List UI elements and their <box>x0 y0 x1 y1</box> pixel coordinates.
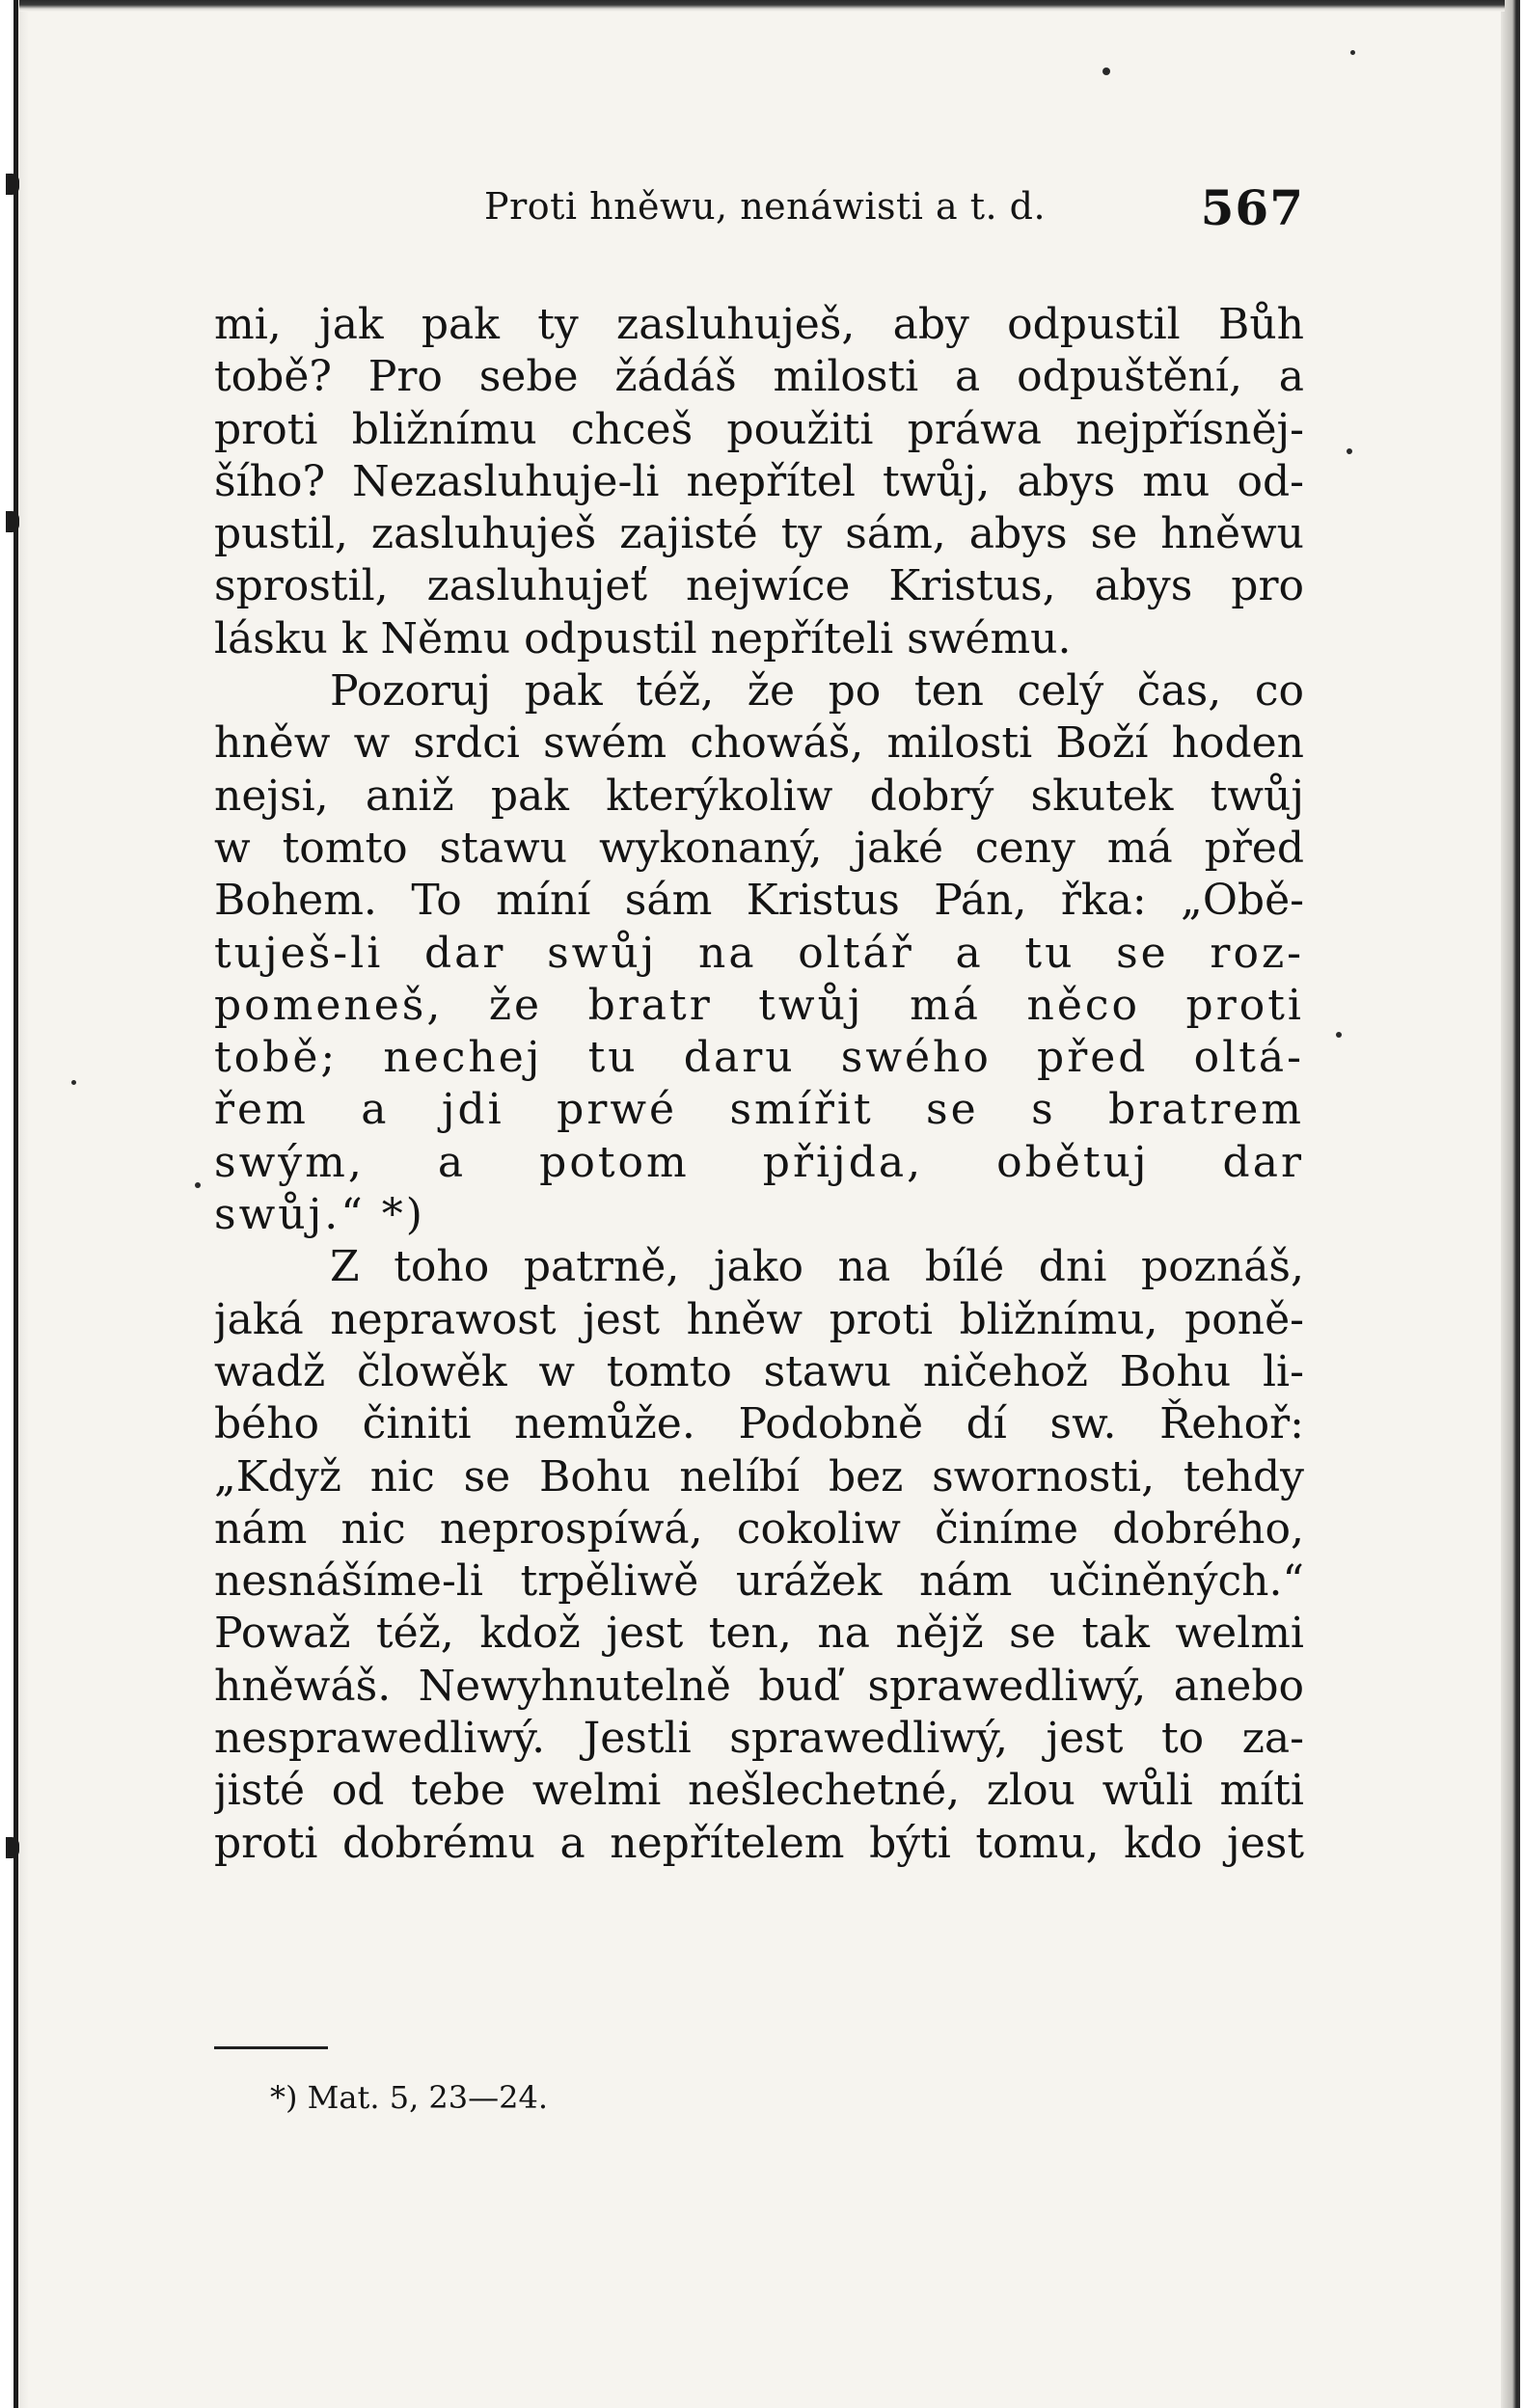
text-line: bého činiti nemůže. Podobně dí sw. Řehoř: <box>214 1399 1304 1449</box>
text-line: Z toho patrně, jako na bílé dni poznáš, <box>330 1242 1304 1292</box>
scan-speck <box>1336 1032 1342 1038</box>
scan-speck <box>195 1182 201 1188</box>
scan-speck <box>71 1080 76 1085</box>
text-line: řem a jdi prwé smířit se s bratrem <box>214 1085 1304 1135</box>
text-line: swým, a potom přijda, obětuj dar <box>214 1137 1304 1187</box>
scan-speck <box>1102 68 1110 75</box>
text-line: w tomto stawu wykonaný, jaké ceny má před <box>214 823 1304 873</box>
text-line: jaká neprawost jest hněw proti bližnímu, poně- <box>214 1294 1304 1344</box>
text-line: lásku k Němu odpustil nepříteli swému. <box>214 613 1072 663</box>
scan-left-edge <box>0 0 29 2408</box>
text-line: sprostil, zasluhujeť nejwíce Kristus, abys pro <box>214 561 1304 611</box>
binding-mark <box>6 1837 19 1858</box>
page-header <box>214 181 1304 249</box>
text-line: hněw w srdci swém chowáš, milosti Boží hoden <box>214 718 1304 769</box>
text-line: nesnášíme-li trpěliwě urážek nám učiněných.“ <box>214 1556 1304 1607</box>
text-line: Bohem. To míní sám Kristus Pán, řka: „Obě- <box>214 876 1304 926</box>
text-line: šího? Nezasluhuje-li nepřítel twůj, abys mu od- <box>214 456 1304 506</box>
text-line: nesprawedliwý. Jestli sprawedliwý, jest to za- <box>214 1714 1304 1764</box>
text-line: jisté od tebe welmi nešlechetné, zlou wůli míti <box>214 1766 1304 1816</box>
text-line: Powaž též, kdož jest ten, na nějž se tak welmi <box>214 1609 1304 1659</box>
text-line: swůj.“ *) <box>214 1190 425 1240</box>
page-number: 567 <box>1200 179 1304 236</box>
body-text <box>214 299 1304 2054</box>
text-line: proti dobrému a nepřítelem býti tomu, kdo jest <box>214 1818 1304 1868</box>
text-line: tobě? Pro sebe žádáš milosti a odpuštění, a <box>214 352 1304 402</box>
text-line: nejsi, aniž pak kterýkoliw dobrý skutek twůj <box>214 771 1304 821</box>
text-line: pomeneš, že bratr twůj má něco proti <box>214 980 1304 1030</box>
running-title: Proti hněwu, nenáwisti a t. d. <box>484 185 1047 228</box>
text-line: „Když nic se Bohu nelíbí bez swornosti, tehdy <box>214 1451 1304 1502</box>
footnote-rule <box>214 2046 328 2049</box>
footnote: *) Mat. 5, 23—24. <box>270 2079 549 2116</box>
binding-mark <box>6 174 19 195</box>
text-line: wadž člowěk w tomto stawu ničehož Bohu li- <box>214 1346 1304 1396</box>
binding-mark <box>6 511 19 532</box>
text-line: hněwáš. Newyhnutelně buď sprawedliwý, anebo <box>214 1661 1304 1711</box>
scan-speck <box>1347 448 1352 454</box>
text-line: tobě; nechej tu daru swého před oltá- <box>214 1033 1304 1083</box>
text-line: Pozoruj pak též, že po ten celý čas, co <box>330 666 1304 717</box>
text-line: mi, jak pak ty zasluhuješ, aby odpustil Bůh <box>214 300 1304 349</box>
text-line: proti bližnímu chceš použiti práwa nejpřísněj- <box>214 404 1304 454</box>
scan-top-edge <box>19 0 1505 12</box>
text-line: tuješ-li dar swůj na oltář a tu se roz- <box>214 928 1304 978</box>
text-line: nám nic neprospíwá, cokoliw činíme dobrého, <box>214 1503 1304 1554</box>
scan-speck <box>1350 50 1355 55</box>
text-line: pustil, zasluhuješ zajisté ty sám, abys se hněwu <box>214 509 1304 559</box>
scan-right-edge <box>1501 0 1524 2408</box>
